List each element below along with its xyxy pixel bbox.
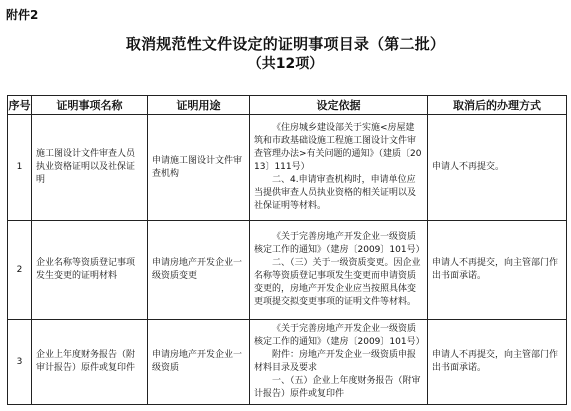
basis-line: 《住房城乡建设部关于实施<房屋建筑和市政基础设施工程施工图设计文件审查管理办法>有关问题的通知》（建质〔2013〕111号）: [254, 123, 422, 172]
attachment-label: 附件2: [6, 8, 39, 22]
header-basis: 设定依据: [250, 96, 428, 115]
row-use: 申请房地产开发企业一级资质变更: [148, 221, 250, 320]
row-method: 申请人不再提交。: [428, 115, 567, 221]
basis-line: 《关于完善房地产开发企业一级资质核定工作的通知》（建房〔2009〕101号）: [254, 232, 425, 255]
table-header-row: [8, 96, 567, 115]
row-seq: 3: [8, 320, 32, 405]
row-item-name: 企业上年度财务报告（附审计报告）原件或复印件: [32, 320, 148, 405]
header-method: 取消后的办理方式: [428, 96, 567, 115]
header-item-name: 证明事项名称: [32, 96, 148, 115]
table-row: [8, 221, 567, 320]
title-block: [0, 34, 571, 74]
page-title: 取消规范性文件设定的证明事项目录（第二批）: [125, 35, 446, 53]
row-item-name: 企业名称等资质登记事项发生变更的证明材料: [32, 221, 148, 320]
basis-line: 一、（五）企业上年度财务报告（附审计报告）原件或复印件: [254, 376, 421, 399]
row-item-name: 施工图设计文件审查人员执业资格证明以及社保证明: [32, 115, 148, 221]
header-use: 证明用途: [148, 96, 250, 115]
certificate-items-table: [7, 95, 567, 405]
basis-line: 附件：房地产开发企业一级资质申报材料目录及要求: [254, 350, 417, 373]
row-seq: 2: [8, 221, 32, 320]
row-seq: 1: [8, 115, 32, 221]
basis-line: 《关于完善房地产开发企业一级资质核定工作的通知》（建房〔2009〕101号）: [254, 324, 425, 347]
basis-line: 二、（三）关于一级资质变更。因企业名称等资质登记事项发生变更而申请资质变更的，房地产开发企业应当按照具体变更项提交拟变更事项的证明文件等材料。: [254, 258, 421, 307]
basis-line: 二、4.申请审查机构时，申请单位应当提供审查人员执业资格的相关证明以及社保证明等材料。: [254, 175, 417, 211]
row-method: 申请人不再提交，向主管部门作出书面承诺。: [428, 221, 567, 320]
row-use: 申请房地产开发企业一级资质: [148, 320, 250, 405]
header-seq: 序号: [8, 96, 32, 115]
row-basis: [250, 320, 428, 405]
page-subtitle: （共12项）: [247, 56, 324, 72]
table-row: [8, 320, 567, 405]
row-use: 申请施工图设计文件审查机构: [148, 115, 250, 221]
row-method: 申请人不再提交，向主管部门作出书面承诺。: [428, 320, 567, 405]
table-row: [8, 115, 567, 221]
row-basis: [250, 221, 428, 320]
row-basis: [250, 115, 428, 221]
